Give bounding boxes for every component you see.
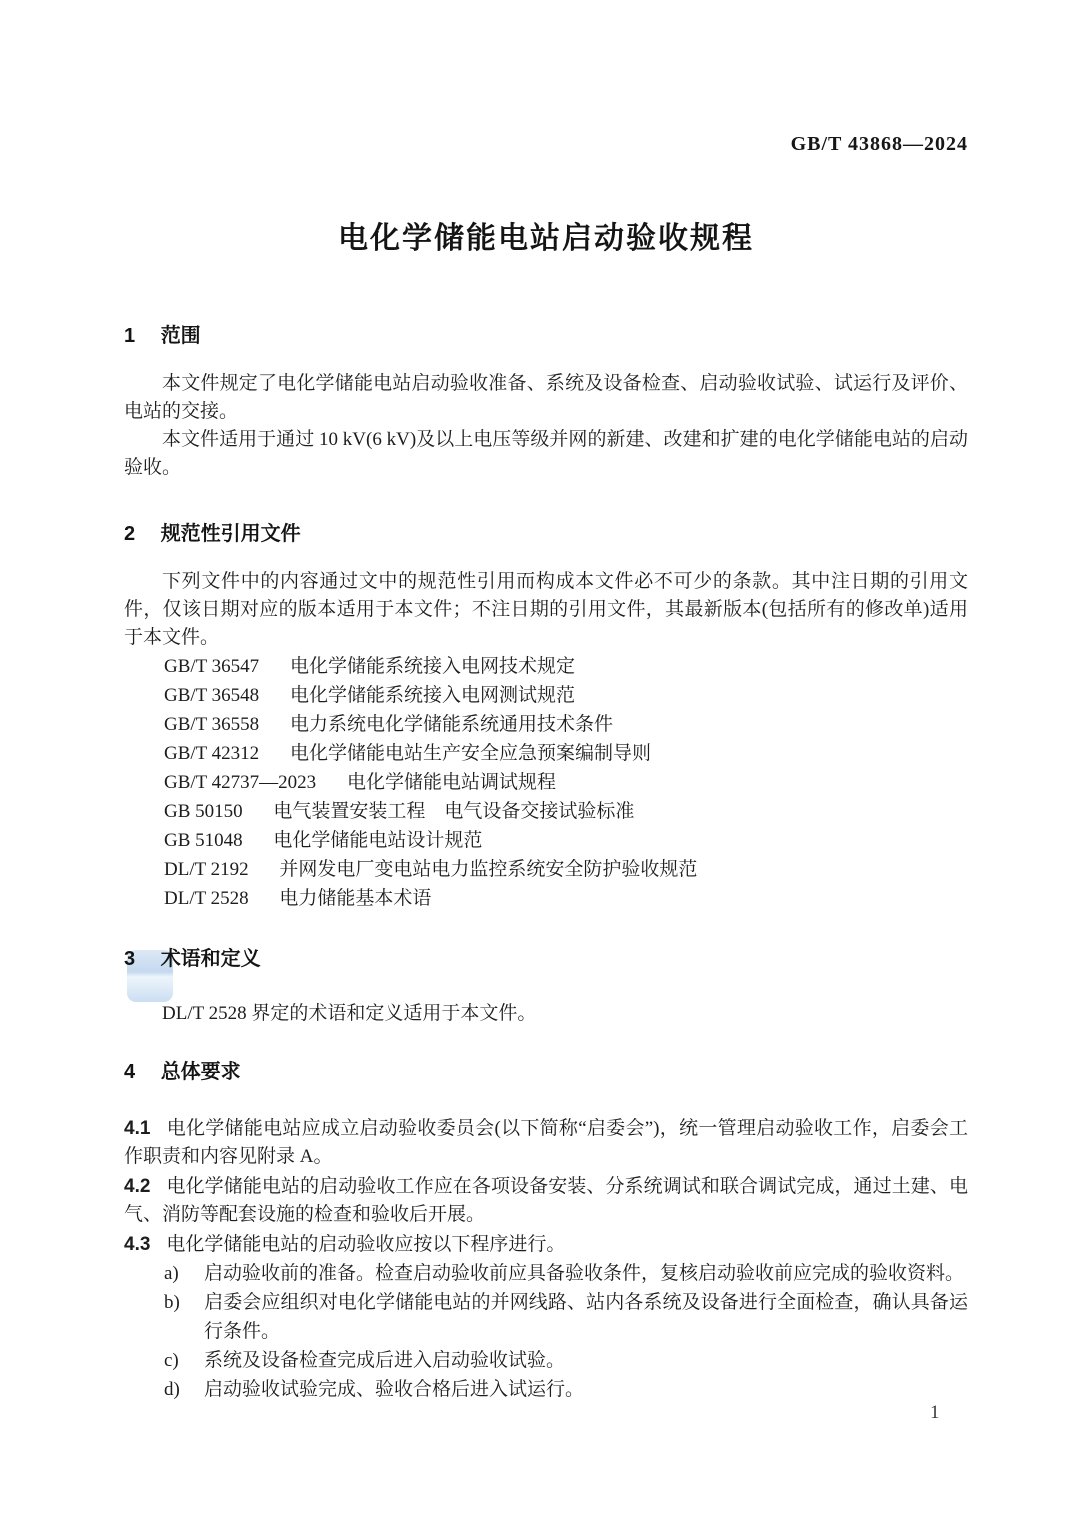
reference-title: 电化学储能电站设计规范 xyxy=(273,830,483,851)
section-number: 2 xyxy=(124,523,136,545)
clause-4-3 xyxy=(124,1231,968,1259)
section-title: 规范性引用文件 xyxy=(160,523,301,545)
section-title: 总体要求 xyxy=(160,1061,241,1083)
section-general-requirements xyxy=(124,1060,968,1404)
list-text: 系统及设备检查完成后进入启动验收试验。 xyxy=(204,1350,566,1371)
reference-item xyxy=(164,826,968,855)
section-number: 1 xyxy=(124,325,136,347)
reference-code: DL/T 2528 xyxy=(164,888,249,909)
page-number: 1 xyxy=(930,1402,940,1423)
reference-code: GB/T 42737—2023 xyxy=(164,772,317,793)
section-scope-heading xyxy=(124,324,968,348)
reference-item xyxy=(164,884,968,913)
reference-title: 电力储能基本术语 xyxy=(279,888,432,909)
section-references xyxy=(124,522,968,913)
clause-number: 4.2 xyxy=(124,1176,151,1197)
scope-paragraph-2: 本文件适用于通过 10 kV(6 kV)及以上电压等级并网的新建、改建和扩建的电化学储能电站的启动验收。 xyxy=(124,429,968,478)
list-label: d) xyxy=(164,1379,180,1400)
reference-code: GB/T 36548 xyxy=(164,685,260,706)
reference-item xyxy=(164,710,968,739)
reference-code: DL/T 2192 xyxy=(164,859,249,880)
reference-code: GB 50150 xyxy=(164,801,243,822)
clause-number: 4.3 xyxy=(124,1234,151,1255)
reference-code: GB/T 42312 xyxy=(164,743,260,764)
doc-header xyxy=(124,0,968,156)
reference-item xyxy=(164,681,968,710)
scope-paragraph-1: 本文件规定了电化学储能电站启动验收准备、系统及设备检查、启动验收试验、试运行及评价、电站的交接。 xyxy=(124,373,968,422)
procedure-item-c xyxy=(124,1346,968,1375)
section-terms-heading xyxy=(124,947,968,971)
list-text: 启委会应组织对电化学储能电站的并网线路、站内各系统及设备进行全面检查，确认具备运行条件。 xyxy=(204,1292,968,1342)
clause-text: 电化学储能电站应成立启动验收委员会(以下简称“启委会”)，统一管理启动验收工作，启委会工作职责和内容见附录 A。 xyxy=(124,1118,968,1167)
document-title: 电化学储能电站启动验收规程 xyxy=(338,222,754,255)
clause-number: 4.1 xyxy=(124,1118,151,1139)
reference-title: 电气装置安装工程 电气设备交接试验标准 xyxy=(273,801,635,822)
reference-code: GB/T 36547 xyxy=(164,656,260,677)
section-number: 4 xyxy=(124,1061,136,1083)
reference-item xyxy=(164,855,968,884)
reference-title: 电化学储能系统接入电网技术规定 xyxy=(289,656,575,677)
clause-text: 电化学储能电站的启动验收应按以下程序进行。 xyxy=(166,1234,566,1255)
references-intro: 下列文件中的内容通过文中的规范性引用而构成本文件必不可少的条款。其中注日期的引用文件，仅该日期对应的版本适用于本文件；不注日期的引用文件，其最新版本(包括所有的修改单)适用于本文件。 xyxy=(124,571,968,648)
section-terms xyxy=(124,947,968,1028)
section-scope xyxy=(124,324,968,482)
list-label: a) xyxy=(164,1263,179,1284)
reference-title: 并网发电厂变电站电力监控系统安全防护验收规范 xyxy=(279,859,698,880)
section-title: 范围 xyxy=(160,325,201,347)
list-text: 启动验收试验完成、验收合格后进入试运行。 xyxy=(204,1379,585,1400)
reference-code: GB 51048 xyxy=(164,830,243,851)
reference-title: 电化学储能系统接入电网测试规范 xyxy=(289,685,575,706)
reference-item xyxy=(164,652,968,681)
clause-4-2 xyxy=(124,1173,968,1229)
procedure-item-d xyxy=(124,1375,968,1404)
list-label: c) xyxy=(164,1350,179,1371)
reference-item xyxy=(164,739,968,768)
section-number: 3 xyxy=(124,948,136,970)
list-text: 启动验收前的准备。检查启动验收前应具备验收条件，复核启动验收前应完成的验收资料。 xyxy=(204,1263,965,1284)
clause-4-1 xyxy=(124,1115,968,1171)
reference-item xyxy=(164,768,968,797)
section-title: 术语和定义 xyxy=(160,948,261,970)
section-references-heading xyxy=(124,522,968,546)
list-label: b) xyxy=(164,1292,180,1313)
standard-number: GB/T 43868—2024 xyxy=(790,133,968,155)
reference-code: GB/T 36558 xyxy=(164,714,260,735)
reference-title: 电力系统电化学储能系统通用技术条件 xyxy=(289,714,613,735)
reference-title: 电化学储能电站生产安全应急预案编制导则 xyxy=(289,743,651,764)
page-content xyxy=(124,0,968,1404)
terms-paragraph: DL/T 2528 界定的术语和定义适用于本文件。 xyxy=(162,1003,537,1024)
reference-item xyxy=(164,797,968,826)
procedure-item-b xyxy=(124,1288,968,1346)
reference-list xyxy=(124,652,968,913)
section-general-heading xyxy=(124,1060,968,1084)
procedure-list xyxy=(124,1259,968,1404)
reference-title: 电化学储能电站调试规程 xyxy=(346,772,556,793)
procedure-item-a xyxy=(124,1259,968,1288)
clause-text: 电化学储能电站的启动验收工作应在各项设备安装、分系统调试和联合调试完成，通过土建、电气、消防等配套设施的检查和验收后开展。 xyxy=(124,1176,968,1225)
